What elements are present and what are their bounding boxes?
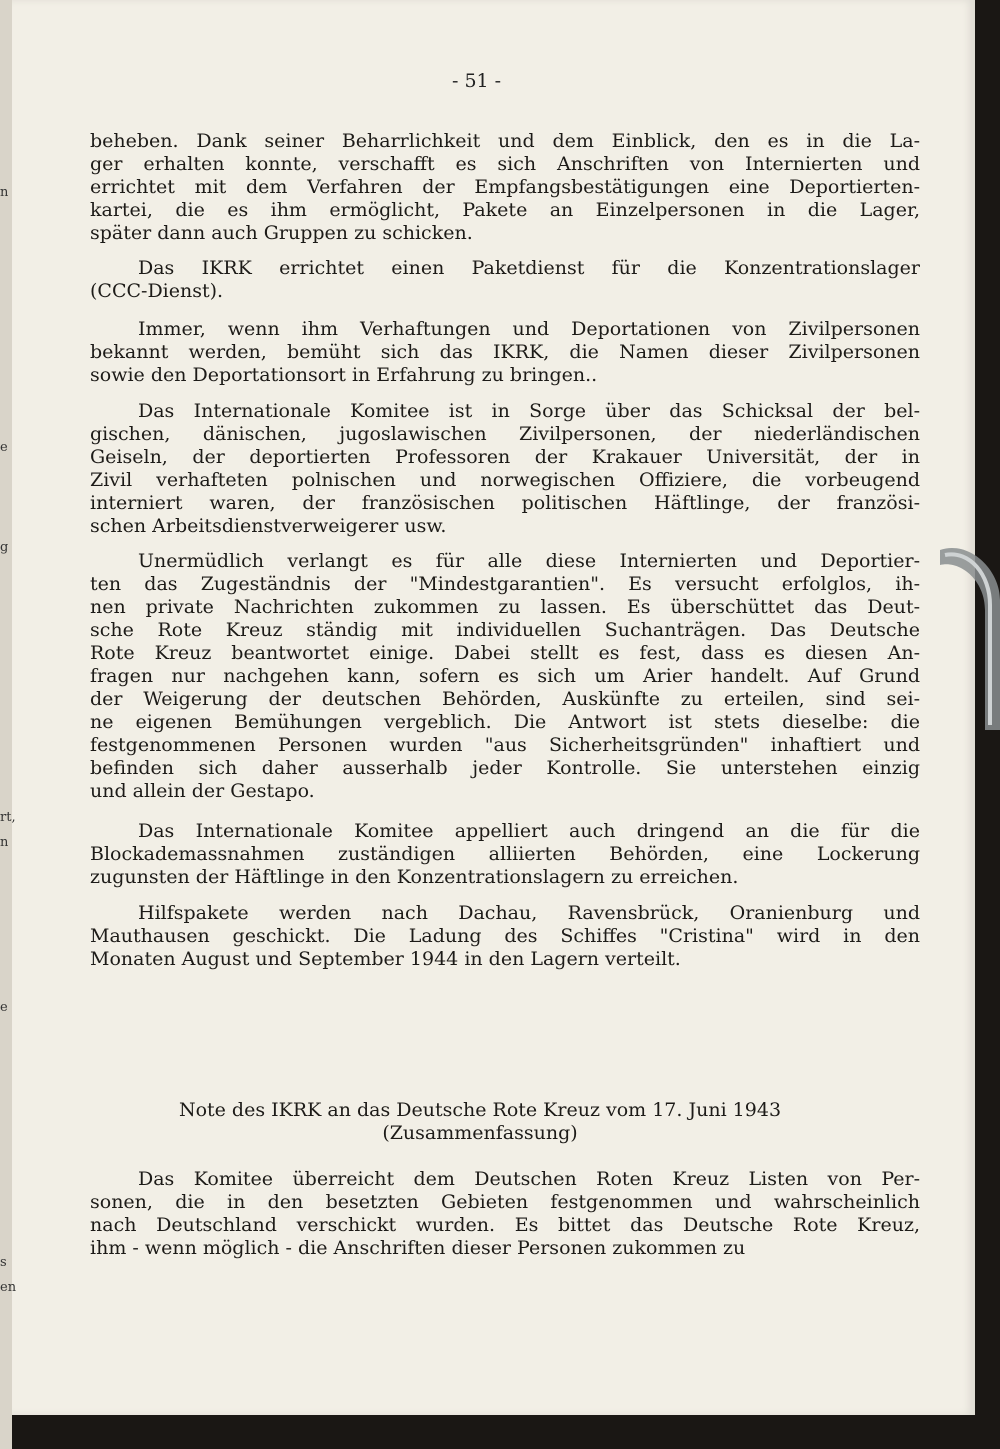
text-line: beheben. Dank seiner Beharrlichkeit und dem Einblick, den es in die La-: [90, 130, 920, 152]
text-line: kartei, die es ihm ermöglicht, Pakete an Einzelpersonen in die Lager,: [90, 199, 920, 221]
text-line: und allein der Gestapo.: [90, 780, 315, 802]
text-line: sche Rote Kreuz ständig mit individuellen Suchanträgen. Das Deutsche: [90, 619, 920, 641]
gutter-mark: n: [0, 185, 9, 200]
text-line: Immer, wenn ihm Verhaftungen und Deportationen von Zivilpersonen: [138, 318, 920, 340]
text-line: Rote Kreuz beantwortet einige. Dabei stellt es fest, dass es diesen An-: [90, 642, 920, 664]
gutter-mark: e: [0, 440, 8, 455]
document-page: [12, 0, 975, 1415]
text-line: später dann auch Gruppen zu schicken.: [90, 222, 473, 244]
text-line: Das IKRK errichtet einen Paketdienst für die Konzentrationslager: [138, 257, 920, 279]
text-line: bekannt werden, bemüht sich das IKRK, die Namen dieser Zivilpersonen: [90, 341, 920, 363]
text-line: sonen, die in den besetzten Gebieten festgenommen und wahrscheinlich: [90, 1191, 920, 1213]
text-line: Blockademassnahmen zuständigen alliierten Behörden, eine Lockerung: [90, 843, 920, 865]
text-line: Das Internationale Komitee appelliert auch dringend an die für die: [138, 820, 920, 842]
text-line: zugunsten der Häftlinge in den Konzentrationslagern zu erreichen.: [90, 866, 739, 888]
text-line: Geiseln, der deportierten Professoren der Krakauer Universität, der in: [90, 446, 920, 468]
text-line: Unermüdlich verlangt es für alle diese Internierten und Deportier-: [138, 550, 920, 572]
text-line: Hilfspakete werden nach Dachau, Ravensbrück, Oranienburg und: [138, 902, 920, 924]
gutter-mark: n: [0, 835, 9, 850]
text-line: Monaten August und September 1944 in den Lagern verteilt.: [90, 948, 681, 970]
text-line: errichtet mit dem Verfahren der Empfangsbestätigungen eine Deportierten-: [90, 176, 920, 198]
text-line: ger erhalten konnte, verschafft es sich Anschriften von Internierten und: [90, 153, 920, 175]
text-line: ihm - wenn möglich - die Anschriften dieser Personen zukommen zu: [90, 1237, 746, 1259]
text-line: Das Internationale Komitee ist in Sorge über das Schicksal der bel-: [138, 400, 920, 422]
text-line: festgenommenen Personen wurden "aus Sicherheitsgründen" inhaftiert und: [90, 734, 920, 756]
text-line: der Weigerung der deutschen Behörden, Auskünfte zu erteilen, sind sei-: [90, 688, 920, 710]
gutter-mark: en: [0, 1280, 17, 1295]
text-line: schen Arbeitsdienstverweigerer usw.: [90, 515, 447, 537]
text-line: interniert waren, der französischen politischen Häftlinge, der französi-: [90, 492, 920, 514]
text-line: sowie den Deportationsort in Erfahrung zu bringen..: [90, 364, 598, 386]
gutter-mark: s: [0, 1255, 7, 1270]
text-line: (Zusammenfassung): [382, 1122, 578, 1144]
gutter-mark: rt,: [0, 810, 16, 825]
adjacent-page-edge: [0, 0, 12, 1449]
gutter-mark: g: [0, 540, 9, 555]
text-line: befinden sich daher ausserhalb jeder Kontrolle. Sie unterstehen einzig: [90, 757, 920, 779]
text-line: Das Komitee überreicht dem Deutschen Roten Kreuz Listen von Per-: [138, 1168, 920, 1190]
text-line: Note des IKRK an das Deutsche Rote Kreuz vom 17. Juni 1943: [178, 1099, 782, 1121]
text-line: fragen nur nachgehen kann, sofern es sich um Arier handelt. Auf Grund: [90, 665, 920, 687]
text-line: nach Deutschland verschickt wurden. Es bittet das Deutsche Rote Kreuz,: [90, 1214, 920, 1236]
paper-clip-icon: [930, 540, 1000, 730]
text-line: Zivil verhafteten polnischen und norwegischen Offiziere, die vorbeugend: [90, 469, 920, 491]
page-number: - 51 -: [452, 70, 502, 92]
text-line: gischen, dänischen, jugoslawischen Zivilpersonen, der niederländischen: [90, 423, 920, 445]
text-line: ten das Zugeständnis der "Mindestgarantien". Es versucht erfolglos, ih-: [90, 573, 920, 595]
text-line: nen private Nachrichten zukommen zu lassen. Es überschüttet das Deut-: [90, 596, 920, 618]
text-line: ne eigenen Bemühungen vergeblich. Die Antwort ist stets dieselbe: die: [90, 711, 920, 733]
gutter-mark: e: [0, 1000, 8, 1015]
text-line: Mauthausen geschickt. Die Ladung des Schiffes "Cristina" wird in den: [90, 925, 920, 947]
text-line: (CCC-Dienst).: [90, 280, 224, 302]
